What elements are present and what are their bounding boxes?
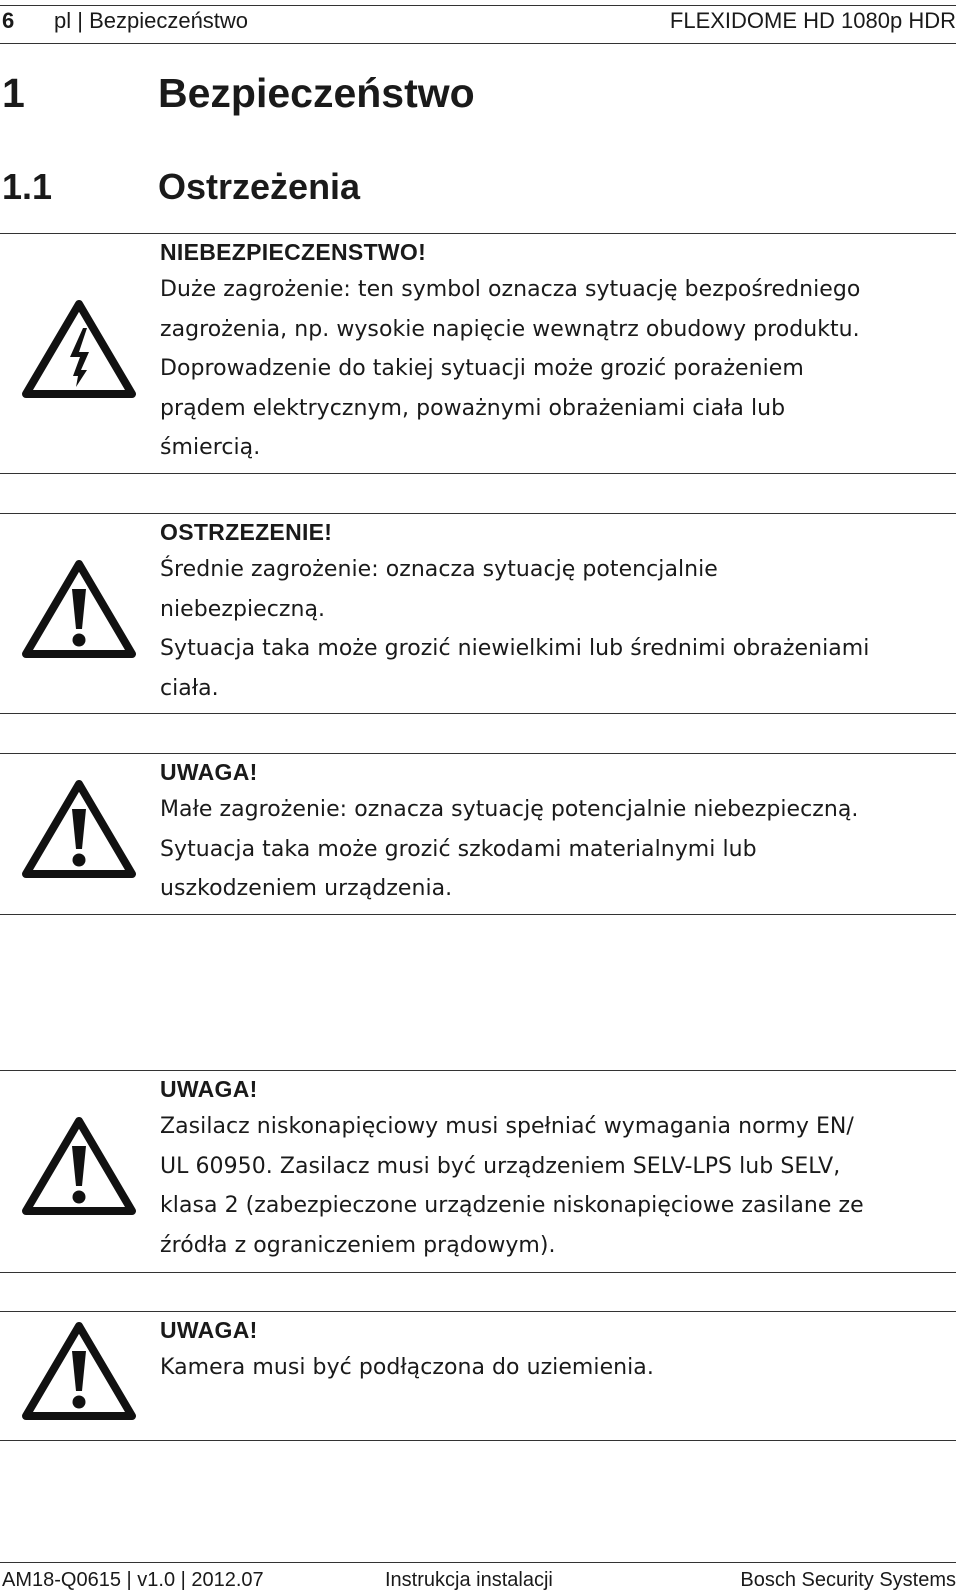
notice-caution [0,753,956,914]
chapter-number: 1 [2,70,25,116]
notice-1-bottom-rule [0,473,956,474]
footer-rule [0,1562,956,1563]
subsection-title: Ostrzeżenia [158,166,361,207]
notice-title: OSTRZEZENIE! [160,519,333,545]
notice-line: UL 60950. Zasilacz musi być urządzeniem SELV-LPS lub SELV, [160,1153,841,1179]
notice-title: UWAGA! [160,759,258,785]
notice-2-bottom-rule [0,713,956,714]
notice-line: Średnie zagrożenie: oznacza sytuację potencjalnie [160,557,718,582]
notice-line: uszkodzeniem urządzenia. [160,876,453,901]
subsection-number: 1.1 [2,166,53,207]
notice-title: UWAGA! [160,1076,258,1102]
footer-doc-id: AM18-Q0615 | v1.0 | 2012.07 [2,1569,264,1591]
notice-line: Doprowadzenie do takiej sytuacji może grozić porażeniem [160,356,804,381]
notice-caution-grounding [0,1311,956,1440]
exclamation-warning-icon [20,777,138,881]
footer-company: Bosch Security Systems [740,1569,956,1591]
exclamation-warning-icon [20,1319,138,1423]
notice-line: prądem elektrycznym, poważnymi obrażeniami ciała lub [160,395,786,421]
header-page-number: 6 [2,8,15,33]
notice-line: Zasilacz niskonapięciowy musi spełniać wymagania normy EN/ [160,1114,854,1139]
notice-line: Sytuacja taka może grozić szkodami materialnymi lub [160,836,757,862]
exclamation-warning-icon [20,557,138,661]
header-bottom-rule [0,43,956,44]
notice-danger [0,233,956,473]
notice-5-bottom-rule [0,1440,956,1441]
high-voltage-warning-icon [20,297,138,401]
notice-line: Małe zagrożenie: oznacza sytuację potencjalnie niebezpieczną. [160,797,859,822]
header-top-rule [0,5,956,6]
notice-caution-power-supply [0,1070,956,1272]
exclamation-warning-icon [20,1114,138,1218]
notice-line: ciała. [160,675,219,701]
notice-line: niebezpieczną. [160,596,326,622]
notice-title: NIEBEZPIECZENSTWO! [160,239,427,265]
notice-line: klasa 2 (zabezpieczone urządzenie niskonapięciowe zasilane ze [160,1193,864,1218]
notice-line: Sytuacja taka może grozić niewielkimi lub średnimi obrażeniami [160,636,870,661]
chapter-title: Bezpieczeństwo [158,70,475,116]
footer-doc-type: Instrukcja instalacji [385,1569,553,1591]
header-section: pl | Bezpieczeństwo [54,8,249,33]
notice-line: źródła z ograniczeniem prądowym). [160,1232,556,1258]
notice-title: UWAGA! [160,1317,258,1343]
notice-line: Duże zagrożenie: ten symbol oznacza sytuację bezpośredniego [160,277,861,302]
header-product: FLEXIDOME HD 1080p HDR [669,8,956,33]
notice-3-bottom-rule [0,914,956,915]
notice-line: zagrożenia, np. wysokie napięcie wewnątrz obudowy produktu. [160,316,860,342]
notice-line: śmiercią. [160,435,261,460]
notice-warning [0,513,956,713]
notice-4-bottom-rule [0,1272,956,1273]
notice-line: Kamera musi być podłączona do uziemienia. [160,1355,654,1380]
